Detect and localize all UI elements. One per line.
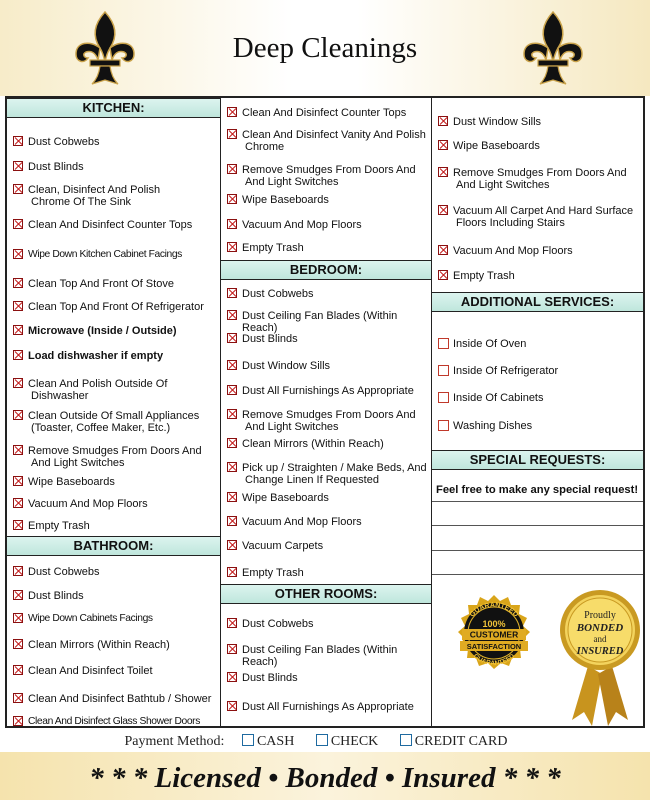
checklist-item-label: Pick up / Straighten / Make Beds, And xyxy=(242,462,427,474)
checked-box-icon xyxy=(13,219,23,229)
payment-method-row xyxy=(0,734,650,750)
checked-box-icon xyxy=(227,618,237,628)
checklist-item xyxy=(13,161,84,173)
checklist-item-label: Dust Blinds xyxy=(242,333,298,345)
checked-box-icon xyxy=(13,498,23,508)
checklist-item-label: Microwave (Inside / Outside) xyxy=(28,325,177,337)
checklist-item-label: Vacuum And Mop Floors xyxy=(453,245,573,257)
checked-box-icon xyxy=(13,278,23,288)
checkbox-icon[interactable] xyxy=(438,420,449,431)
checklist-item xyxy=(13,278,174,290)
payment-option-check[interactable]: CHECK xyxy=(316,734,378,749)
checklist-item xyxy=(13,350,163,362)
checklist-item-label: Clean Top And Front Of Stove xyxy=(28,278,174,290)
checklist-item xyxy=(227,310,431,334)
seal-and: and xyxy=(593,634,607,644)
checked-box-icon xyxy=(438,205,448,215)
checklist-item xyxy=(227,409,416,433)
checklist-item-label: Vacuum And Mop Floors xyxy=(28,498,148,510)
checklist-item-label: Dust Ceiling Fan Blades (Within Reach) xyxy=(242,644,398,668)
checkbox-icon[interactable] xyxy=(400,734,412,746)
checklist-item xyxy=(13,249,182,261)
checklist-item xyxy=(227,164,416,188)
checked-box-icon xyxy=(227,644,237,654)
checked-box-icon xyxy=(13,184,23,194)
checked-box-icon xyxy=(13,639,23,649)
checklist-item-label: Empty Trash xyxy=(242,567,304,579)
bedroom-heading: BEDROOM: xyxy=(221,260,431,280)
checklist-item[interactable] xyxy=(438,365,558,377)
checklist-item-label: Remove Smudges From Doors And xyxy=(242,409,416,421)
checklist-item-label: Clean And Polish Outside Of xyxy=(28,378,168,390)
checklist-item-label: Empty Trash xyxy=(242,242,304,254)
special-request-line[interactable] xyxy=(432,574,643,575)
checked-box-icon xyxy=(13,301,23,311)
checked-box-icon xyxy=(13,665,23,675)
seal-bonded: BONDED xyxy=(576,622,624,634)
badge-customer: CUSTOMER xyxy=(469,629,519,640)
checklist-item-label: Dust Cobwebs xyxy=(242,288,314,300)
checklist-item-label: Clean Mirrors (Within Reach) xyxy=(242,438,384,450)
checklist-item-label: Remove Smudges From Doors And xyxy=(242,164,416,176)
checklist-item-label: Change Linen If Requested xyxy=(245,474,379,486)
badge-arc-bottom: GUARANTEED xyxy=(471,652,517,668)
checklist-item-label: Chrome xyxy=(245,141,285,153)
checklist-item-label: Vacuum Carpets xyxy=(242,540,324,552)
other-rooms-heading: OTHER ROOMS: xyxy=(221,584,431,604)
checklist-item xyxy=(227,385,414,397)
checklist-item xyxy=(13,716,200,728)
checklist-item-label: Clean And Disinfect Glass Shower Doors xyxy=(28,716,200,727)
checked-box-icon xyxy=(227,194,237,204)
checklist-item-label: And Light Switches xyxy=(245,421,339,433)
special-request-line[interactable] xyxy=(432,550,643,551)
column-left xyxy=(7,98,221,726)
checklist-item-label: Inside Of Oven xyxy=(453,338,527,350)
checked-box-icon xyxy=(438,270,448,280)
checked-box-icon xyxy=(227,385,237,395)
checklist-item-label: Clean Top And Front Of Refrigerator xyxy=(28,301,204,313)
checked-box-icon xyxy=(13,249,23,259)
additional-services-heading: ADDITIONAL SERVICES: xyxy=(432,292,643,312)
payment-option-credit-card[interactable]: CREDIT CARD xyxy=(400,734,508,749)
checklist-item xyxy=(13,325,177,337)
checklist-item xyxy=(227,438,384,450)
checklist-item xyxy=(227,462,427,486)
checklist-item-label: Dust Cobwebs xyxy=(28,136,100,148)
checked-box-icon xyxy=(227,219,237,229)
checklist-item-label: Dishwasher xyxy=(31,390,89,402)
checklist-item xyxy=(13,410,199,434)
checklist-item xyxy=(13,693,211,705)
checklist-item-label: Dust Blinds xyxy=(242,672,298,684)
checklist-item xyxy=(227,492,329,504)
checklist-item xyxy=(13,445,202,469)
checked-box-icon xyxy=(13,613,23,623)
checklist-item-label: Dust Cobwebs xyxy=(28,566,100,578)
checked-box-icon xyxy=(227,242,237,252)
checked-box-icon xyxy=(13,716,23,726)
footer-banner: * * * Licensed • Bonded • Insured * * * xyxy=(0,752,650,800)
checked-box-icon xyxy=(227,310,237,320)
checked-box-icon xyxy=(13,410,23,420)
checklist-item xyxy=(13,476,115,488)
checked-box-icon xyxy=(13,693,23,703)
checked-box-icon xyxy=(13,520,23,530)
checked-box-icon xyxy=(13,476,23,486)
checklist-item xyxy=(227,516,362,528)
checklist-item-label: Dust Window Sills xyxy=(242,360,331,372)
special-requests-note: Feel free to make any special request! xyxy=(436,484,639,496)
checked-box-icon xyxy=(227,409,237,419)
checklist-item xyxy=(13,184,160,208)
checklist-item-label: Clean And Disinfect Vanity And Polish xyxy=(242,129,426,141)
checklist-item-label: Dust Ceiling Fan Blades (Within Reach) xyxy=(242,310,398,334)
checklist-item-label: Wipe Baseboards xyxy=(28,476,115,488)
checklist-item xyxy=(13,613,153,625)
checkbox-icon[interactable] xyxy=(438,392,449,403)
checked-box-icon xyxy=(227,129,237,139)
checklist-item-label: Remove Smudges From Doors And xyxy=(28,445,202,457)
checked-box-icon xyxy=(13,325,23,335)
checklist-item-label: Dust Window Sills xyxy=(453,116,542,128)
checklist-item-label: (Toaster, Coffee Maker, Etc.) xyxy=(31,422,171,434)
checklist-item-label: Floors Including Stairs xyxy=(456,217,565,229)
checklist-item-label: Dust All Furnishings As Appropriate xyxy=(242,701,414,713)
checklist-item-label: Wipe Baseboards xyxy=(453,140,540,152)
checklist-item-label: Clean And Disinfect Bathtub / Shower xyxy=(28,693,212,705)
checked-box-icon xyxy=(438,140,448,150)
checked-box-icon xyxy=(13,566,23,576)
special-request-line[interactable] xyxy=(432,525,643,526)
bathroom-heading: BATHROOM: xyxy=(7,536,220,556)
checked-box-icon xyxy=(227,164,237,174)
checklist-item xyxy=(438,167,627,191)
checklist-item xyxy=(438,116,541,128)
checked-box-icon xyxy=(13,161,23,171)
checked-box-icon xyxy=(227,462,237,472)
checklist-item-label: And Light Switches xyxy=(245,176,339,188)
checked-box-icon xyxy=(227,360,237,370)
checklist-item-label: Chrome Of The Sink xyxy=(31,196,132,208)
checklist-item-label: Empty Trash xyxy=(28,520,90,532)
checklist-item xyxy=(13,665,153,677)
checklist-item-label: Washing Dishes xyxy=(453,420,533,432)
checklist-item-label: And Light Switches xyxy=(456,179,550,191)
checklist-item-label: And Light Switches xyxy=(31,457,125,469)
badge-percent: 100% xyxy=(482,619,506,629)
checklist-item xyxy=(227,618,314,630)
checked-box-icon xyxy=(227,672,237,682)
checked-box-icon xyxy=(438,116,448,126)
special-request-line[interactable] xyxy=(432,501,643,502)
seal-insured: INSURED xyxy=(576,646,624,657)
checklist-item xyxy=(227,540,323,552)
checked-box-icon xyxy=(227,107,237,117)
checklist-item-label: Wipe Down Cabinets Facings xyxy=(28,613,153,624)
checklist-item-label: Inside Of Refrigerator xyxy=(453,365,559,377)
checklist-item xyxy=(13,520,90,532)
checked-box-icon xyxy=(227,333,237,343)
checklist-item xyxy=(227,672,298,684)
kitchen-heading: KITCHEN: xyxy=(7,98,220,118)
checked-box-icon xyxy=(227,540,237,550)
checklist-item-label: Clean Mirrors (Within Reach) xyxy=(28,639,170,651)
checklist-item-label: Vacuum And Mop Floors xyxy=(242,516,362,528)
checklist-item xyxy=(13,590,84,602)
checklist-item-label: Wipe Baseboards xyxy=(242,492,329,504)
column-right xyxy=(432,98,643,726)
checklist-item xyxy=(13,301,204,313)
checklist-item xyxy=(13,566,100,578)
payment-option-cash[interactable]: CASH xyxy=(242,734,294,749)
checklist-item xyxy=(438,270,515,282)
checkbox-icon[interactable] xyxy=(438,365,449,376)
checklist-item-label: Wipe Down Kitchen Cabinet Facings xyxy=(28,249,182,260)
bonded-insured-seal xyxy=(558,588,642,730)
checklist-item-label: Remove Smudges From Doors And xyxy=(453,167,627,179)
checklist-item xyxy=(438,140,540,152)
fleur-de-lis-icon xyxy=(518,8,588,88)
checked-box-icon xyxy=(13,378,23,388)
checklist-item-label: Dust Cobwebs xyxy=(242,618,314,630)
column-middle xyxy=(221,98,432,726)
checked-box-icon xyxy=(13,136,23,146)
checked-box-icon xyxy=(13,590,23,600)
satisfaction-guarantee-badge xyxy=(452,593,536,677)
checklist-item-label: Vacuum All Carpet And Hard Surface xyxy=(453,205,634,217)
checkbox-icon[interactable] xyxy=(316,734,328,746)
checklist-item xyxy=(438,245,573,257)
checklist-item-label: Dust Blinds xyxy=(28,161,84,173)
checklist-item-label: Clean, Disinfect And Polish xyxy=(28,184,161,196)
checkbox-icon[interactable] xyxy=(438,338,449,349)
checklist-item xyxy=(227,644,431,668)
checklist-item[interactable] xyxy=(438,338,526,350)
checked-box-icon xyxy=(13,445,23,455)
checklist-item-label: Clean And Disinfect Counter Tops xyxy=(28,219,193,231)
checklist-item xyxy=(227,219,362,231)
page-title: Deep Cleanings xyxy=(232,32,418,64)
checklist-item xyxy=(438,205,633,229)
checklist-item-label: Wipe Baseboards xyxy=(242,194,329,206)
checked-box-icon xyxy=(438,245,448,255)
seal-proudly: Proudly xyxy=(584,610,616,621)
payment-method-label: Payment Method: xyxy=(124,734,225,749)
checklist-item xyxy=(227,567,304,579)
checkbox-icon[interactable] xyxy=(242,734,254,746)
checked-box-icon xyxy=(227,516,237,526)
checked-box-icon xyxy=(438,167,448,177)
checklist-frame xyxy=(5,96,645,728)
checklist-item-label: Load dishwasher if empty xyxy=(28,350,164,362)
checklist-item xyxy=(227,107,406,119)
checklist-item-label: Dust Blinds xyxy=(28,590,84,602)
checklist-item-label: Clean And Disinfect Counter Tops xyxy=(242,107,407,119)
special-requests-heading: SPECIAL REQUESTS: xyxy=(432,450,643,470)
checklist-item xyxy=(13,378,167,402)
checklist-item xyxy=(227,333,298,345)
checklist-item-label: Clean Outside Of Small Appliances xyxy=(28,410,200,422)
checklist-item-label: Clean And Disinfect Toilet xyxy=(28,665,153,677)
checklist-item xyxy=(13,219,192,231)
header-band xyxy=(0,0,650,96)
checked-box-icon xyxy=(227,288,237,298)
checklist-item xyxy=(227,129,426,153)
checklist-item xyxy=(227,288,314,300)
checklist-item xyxy=(227,701,414,713)
checklist-item xyxy=(227,242,304,254)
badge-satisfaction: SATISFACTION xyxy=(466,642,522,651)
checklist-item xyxy=(227,360,330,372)
checklist-item-label: Vacuum And Mop Floors xyxy=(242,219,362,231)
checklist-item xyxy=(13,639,170,651)
checked-box-icon xyxy=(227,438,237,448)
checked-box-icon xyxy=(227,701,237,711)
checked-box-icon xyxy=(13,350,23,360)
checklist-item xyxy=(13,136,100,148)
checked-box-icon xyxy=(227,567,237,577)
checklist-item-label: Inside Of Cabinets xyxy=(453,392,544,404)
checklist-item[interactable] xyxy=(438,392,544,404)
badge-arc-top: GUARANTEED xyxy=(468,601,520,619)
checklist-item xyxy=(13,498,148,510)
checklist-item-label: Dust All Furnishings As Appropriate xyxy=(242,385,414,397)
checklist-item[interactable] xyxy=(438,420,532,432)
checked-box-icon xyxy=(227,492,237,502)
checklist-item xyxy=(227,194,329,206)
checklist-item-label: Empty Trash xyxy=(453,270,515,282)
